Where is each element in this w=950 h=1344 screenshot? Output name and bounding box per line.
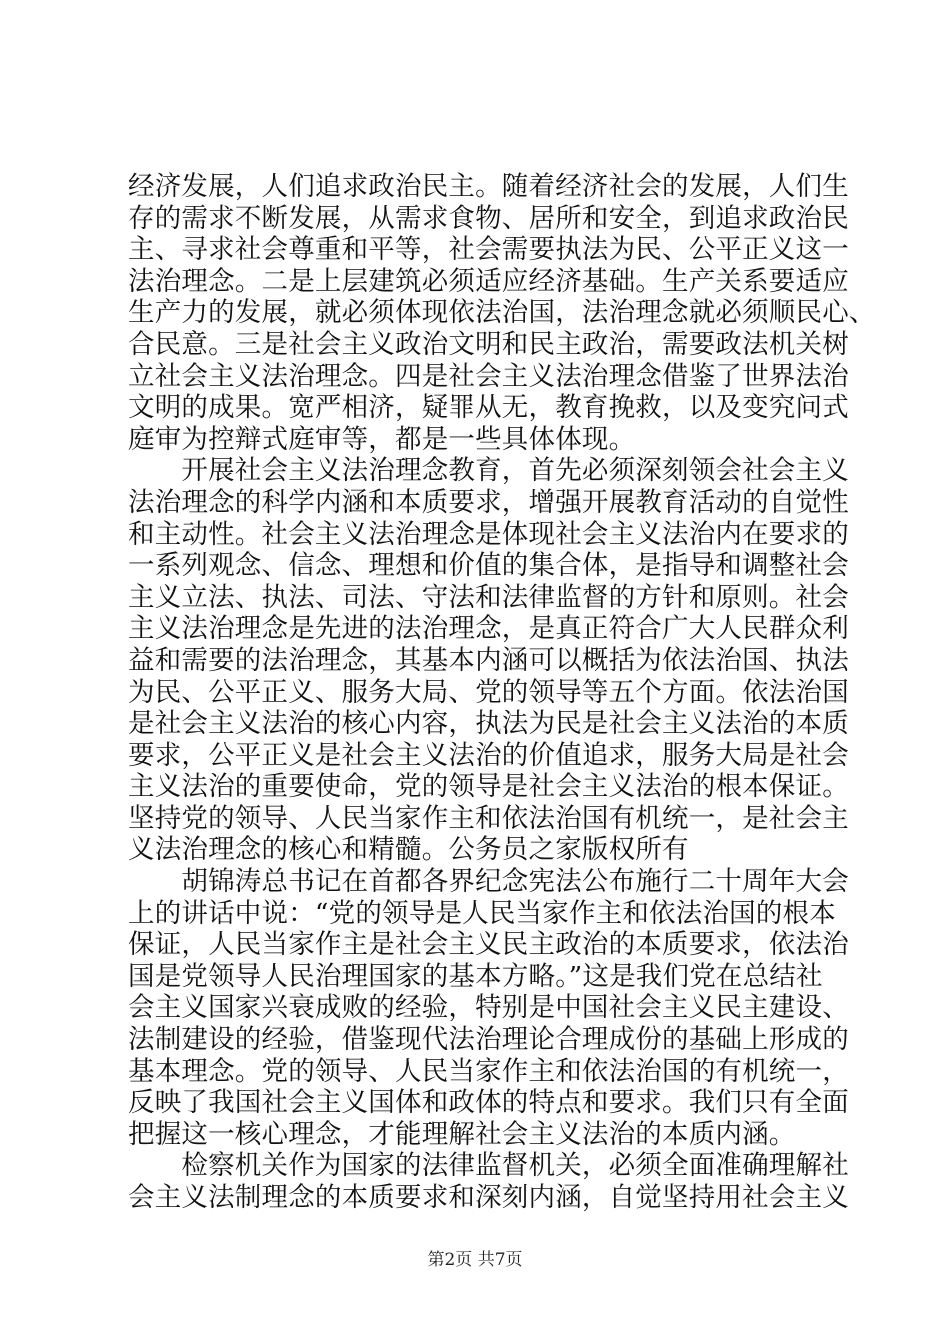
text-line: 会主义国家兴衰成败的经验，特别是中国社会主义民主建设、 [128, 992, 849, 1024]
text-line: 文明的成果。宽严相济，疑罪从无，教育挽救，以及变究问式 [128, 392, 849, 424]
text-line: 坚持党的领导、人民当家作主和依法治国有机统一，是社会主 [128, 802, 849, 834]
text-line: 法治理念的科学内涵和本质要求，增强开展教育活动的自觉性 [128, 486, 849, 518]
text-line: 合民意。三是社会主义政治文明和民主政治，需要政法机关树 [128, 328, 849, 360]
text-line: 生产力的发展，就必须体现依法治国，法治理念就必须顺民心、 [128, 297, 876, 329]
text-line: 庭审为控辩式庭审等，都是一些具体体现。 [128, 423, 636, 455]
text-line: 国是党领导人民治理国家的基本方略。”这是我们党在总结社 [128, 960, 823, 992]
text-line: 基本理念。党的领导、人民当家作主和依法治国的有机统一， [128, 1055, 849, 1087]
text-line: 上的讲话中说：“党的领导是人民当家作主和依法治国的根本 [128, 897, 836, 929]
text-line: 主义法治的重要使命，党的领导是社会主义法治的根本保证。 [128, 771, 849, 803]
text-line: 和主动性。社会主义法治理念是体现社会主义法治内在要求的 [128, 518, 849, 550]
text-line: 是社会主义法治的核心内容，执法为民是社会主义法治的本质 [128, 708, 849, 740]
text-line: 一系列观念、信念、理想和价值的集合体，是指导和调整社会 [128, 550, 849, 582]
text-line: 胡锦涛总书记在首都各界纪念宪法公布施行二十周年大会 [128, 866, 849, 898]
text-line: 检察机关作为国家的法律监督机关，必须全面准确理解社 [128, 1150, 849, 1182]
text-line: 主义法治理念是先进的法治理念，是真正符合广大人民群众利 [128, 613, 849, 645]
body-text [128, 171, 876, 1214]
text-line: 主义立法、执法、司法、守法和法律监督的方针和原则。社会 [128, 581, 849, 613]
text-line: 存的需求不断发展，从需求食物、居所和安全，到追求政治民 [128, 202, 849, 234]
text-line: 保证，人民当家作主是社会主义民主政治的本质要求，依法治 [128, 929, 849, 961]
text-line: 法治理念。二是上层建筑必须适应经济基础。生产关系要适应 [128, 265, 849, 297]
text-line: 为民、公平正义、服务大局、党的领导等五个方面。依法治国 [128, 676, 849, 708]
text-line: 法制建设的经验，借鉴现代法治理论合理成份的基础上形成的 [128, 1024, 849, 1056]
text-line: 益和需要的法治理念，其基本内涵可以概括为依法治国、执法 [128, 644, 849, 676]
text-line: 把握这一核心理念，才能理解社会主义法治的本质内涵。 [128, 1118, 796, 1150]
text-line: 主、寻求社会尊重和平等，社会需要执法为民、公平正义这一 [128, 234, 849, 266]
text-line: 要求，公平正义是社会主义法治的价值追求，服务大局是社会 [128, 739, 849, 771]
text-line: 立社会主义法治理念。四是社会主义法治理念借鉴了世界法治 [128, 360, 849, 392]
page-footer: 第2页 共7页 [427, 1250, 523, 1270]
text-line: 经济发展，人们追求政治民主。随着经济社会的发展，人们生 [128, 171, 849, 202]
text-line: 义法治理念的核心和精髓。公务员之家版权所有 [128, 834, 689, 866]
text-line: 会主义法制理念的本质要求和深刻内涵，自觉坚持用社会主义 [128, 1182, 849, 1213]
text-line: 开展社会主义法治理念教育，首先必须深刻领会社会主义 [128, 455, 849, 487]
text-line: 反映了我国社会主义国体和政体的特点和要求。我们只有全面 [128, 1087, 849, 1119]
